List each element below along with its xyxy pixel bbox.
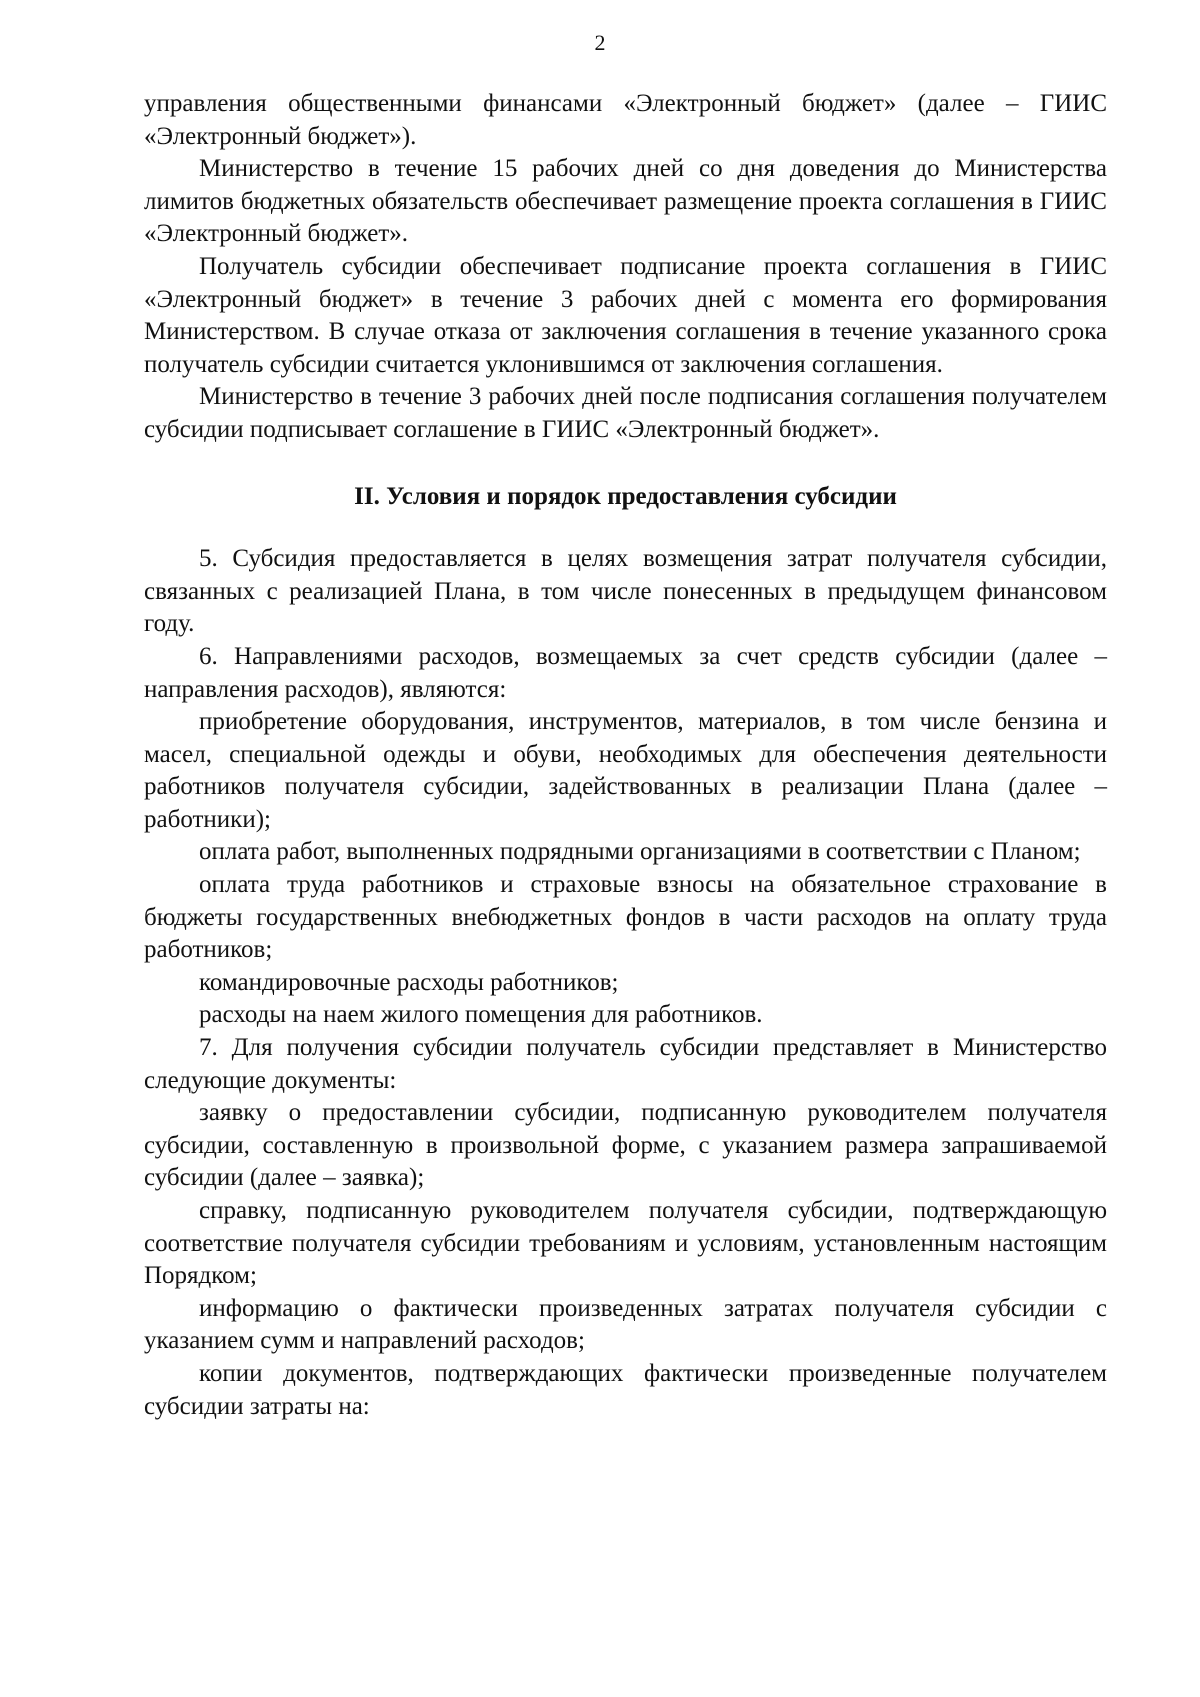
paragraph-item-7: 7. Для получения субсидии получатель субсидии представляет в Министерство следующие документы:: [144, 1034, 1107, 1094]
paragraph: Получатель субсидии обеспечивает подписание проекта соглашения в ГИИС «Электронный бюджет» в течение 3 рабочих дней с момента его формирования Министерством. В случае отказа от заключения соглашения в течение указанного срока получатель субсидии считается уклонившимся от заключения соглашения.: [144, 252, 1107, 378]
list-item: справку, подписанную руководителем получателя субсидии, подтверждающую соответствие получателя субсидии требованиям и условиям, установленным настоящим Порядком;: [144, 1197, 1107, 1290]
section-heading: II. Условия и порядок предоставления субсидии: [354, 482, 897, 510]
page-number: 2: [594, 30, 606, 55]
paragraph-continuation: управления общественными финансами «Электронный бюджет» (далее – ГИИС «Электронный бюджет»).: [144, 90, 1107, 150]
list-item: оплата труда работников и страховые взносы на обязательное страхование в бюджеты государственных внебюджетных фондов в части расходов на оплату труда работников;: [144, 871, 1107, 964]
list-item: расходы на наем жилого помещения для работников.: [199, 1001, 763, 1029]
paragraph: Министерство в течение 15 рабочих дней со дня доведения до Министерства лимитов бюджетных обязательств обеспечивает размещение проекта соглашения в ГИИС «Электронный бюджет».: [144, 155, 1107, 248]
list-item: информацию о фактически произведенных затратах получателя субсидии с указанием сумм и направлений расходов;: [144, 1294, 1107, 1355]
paragraph-item-6: 6. Направлениями расходов, возмещаемых за счет средств субсидии (далее – направления расходов), являются:: [144, 642, 1107, 703]
document-body: [144, 88, 1107, 1423]
list-item: командировочные расходы работников;: [199, 968, 619, 996]
paragraph: Министерство в течение 3 рабочих дней после подписания соглашения получателем субсидии подписывает соглашение в ГИИС «Электронный бюджет».: [144, 383, 1107, 443]
paragraph-item-5: 5. Субсидия предоставляется в целях возмещения затрат получателя субсидии, связанных с реализацией Плана, в том числе понесенных в предыдущем финансовом году.: [144, 545, 1107, 638]
list-item: оплата работ, выполненных подрядными организациями в соответствии с Планом;: [199, 838, 1081, 866]
list-item: приобретение оборудования, инструментов, материалов, в том числе бензина и масел, специальной одежды и обуви, необходимых для обеспечения деятельности работников получателя субсидии, задействованных в реализации Плана (далее – работники);: [144, 708, 1107, 833]
list-item: копии документов, подтверждающих фактически произведенные получателем субсидии затраты на:: [144, 1359, 1107, 1420]
list-item: заявку о предоставлении субсидии, подписанную руководителем получателя субсидии, составленную в произвольной форме, с указанием размера запрашиваемой субсидии (далее – заявка);: [144, 1099, 1107, 1192]
